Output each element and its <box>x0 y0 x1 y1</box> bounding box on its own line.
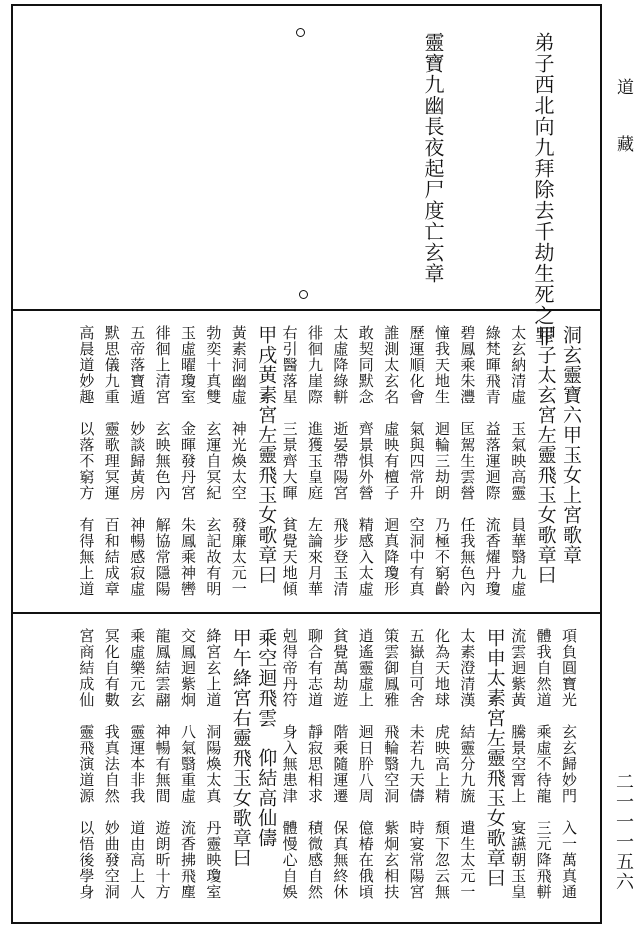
panel2-column: 右引醫落星 三景齊大暉 貧覺天地傾 <box>280 325 299 597</box>
panel3-column: 冥化自有數 我真法自然 妙曲發空洞 <box>102 628 121 900</box>
panel3-column: 策雲御鳳雅 飛輪翳空洞 紫炯玄相扶 <box>382 628 401 900</box>
circle-mark-top <box>296 28 305 37</box>
panel-bottom <box>13 614 600 924</box>
margin-title: 道藏 <box>613 78 633 192</box>
panel2-column: 碧鳳乘朱灃 匡駕生雲營 任我無色內 <box>458 325 477 597</box>
panel3-column: 甲午絳宮右靈飛玉女歌章曰 <box>229 628 252 868</box>
panel2-column: 洞玄靈寶六甲玉女上宮歌章 <box>560 325 582 565</box>
panel2-column: 徘徊九崖際 進獲玉皇庭 左論來月華 <box>306 325 324 597</box>
panel2-column: 太虛降綠軿 逝晏帶陽宮 飛步登玉清 <box>331 325 350 597</box>
panel3-column: 甲申太素宮左靈飛玉女歌章曰 <box>483 628 506 888</box>
panel3-column: 流雲迴紫黃 騰景空霄上 宴讌朝玉皇 <box>509 628 528 900</box>
panel2-column: 誰測太玄名 虛映有檀子 迴真降瓊形 <box>382 325 401 597</box>
panel3-column: 宮商結成仙 靈飛演道源 以悟後學身 <box>77 628 96 900</box>
page-number: 二一一一五六 <box>613 772 634 892</box>
panel2-column: 太玄納清虛 玉氣映高靈 員華翳九虛 <box>509 325 528 597</box>
panel3-column: 龍鳳結雲翮 神暢有無間 遊朗昕十方 <box>153 628 172 900</box>
page-frame <box>11 4 602 924</box>
panel3-column: 剋得帝丹符 身入無患津 體慢心自娛 <box>280 628 299 900</box>
panel3-column: 貧覺萬劫遊 階乘隨運遷 保真無終休 <box>331 628 350 900</box>
panel1-column: 弟子西北向九拜除去千劫生死之罪 <box>531 32 555 347</box>
panel3-column: 絳宮玄上道 洞陽煥太真 丹靈映瓊室 <box>204 628 223 900</box>
panel2-column: 勃奕十真雙 玄運自冥紀 玄記故有明 <box>204 325 223 597</box>
panel2-column: 默思儀九重 靈歌理冥運 百和結成章 <box>102 325 121 597</box>
panel3-column: 乘虛樂元玄 靈運本非我 道由高上人 <box>128 628 147 900</box>
panel-middle <box>13 311 600 612</box>
panel3-column: 太素澄清漢 結靈分九旒 遣生太元一 <box>458 628 477 900</box>
panel2-column: 敢契同默念 齊景惧外營 精感入太虛 <box>356 325 375 597</box>
panel2-column: 玉虛曜瓊室 金暉發丹宮 朱鳳乘神轡 <box>179 325 197 597</box>
panel3-column: 項負圓寶光 玄玄歸妙門 入一萬真通 <box>560 628 578 900</box>
panel2-column: 綠梵暉飛青 益落運迴際 流香燿丹瓊 <box>483 325 502 597</box>
panel2-column: 黃素洞幽虛 神光煥太空 發廉太元一 <box>229 325 248 597</box>
panel3-column: 乘空迴飛雲 仰結高仙儔 <box>255 628 278 848</box>
panel1-column: 靈寶九幽長夜起尸度亡玄章 <box>421 32 445 284</box>
circle-mark-bottom <box>299 290 308 299</box>
panel3-column: 交鳳迴紫炯 八氣翳重虛 流香拂飛塵 <box>179 628 197 900</box>
panel-top <box>13 6 600 347</box>
panel3-column: 聊合有志道 靜寂思相求 積微感自然 <box>306 628 324 900</box>
panel2-column: 歷運順化會 氣與四常升 空洞中有真 <box>407 325 426 597</box>
panel2-column: 高晨道妙趣 以落不窮方 有得無上道 <box>77 325 96 597</box>
panel2-column: 甲子太玄宮左靈飛玉女歌章曰 <box>534 325 557 585</box>
panel2-column: 徘徊上清宮 玄映無色內 解協常隱陽 <box>153 325 172 597</box>
panel3-column: 五嶽自可舍 未若九天儔 時宴常陽宮 <box>407 628 426 900</box>
panel3-column: 化為天地球 虎映高上精 頹下忽云無 <box>433 628 451 900</box>
panel2-column: 甲戌黃素宮左靈飛玉女歌章曰 <box>255 325 278 585</box>
panel3-column: 逍遙靈虛上 迴日肸八周 億椿在俄頃 <box>356 628 375 900</box>
panel2-column: 憧我天地生 迴輪三劫朗 乃極不窮齡 <box>433 325 451 597</box>
panel2-column: 五帝落寶遁 妙談歸黃房 神暢感寂虛 <box>128 325 147 597</box>
panel3-column: 體我自然道 乘虛不待龍 三元降飛軿 <box>534 628 553 900</box>
